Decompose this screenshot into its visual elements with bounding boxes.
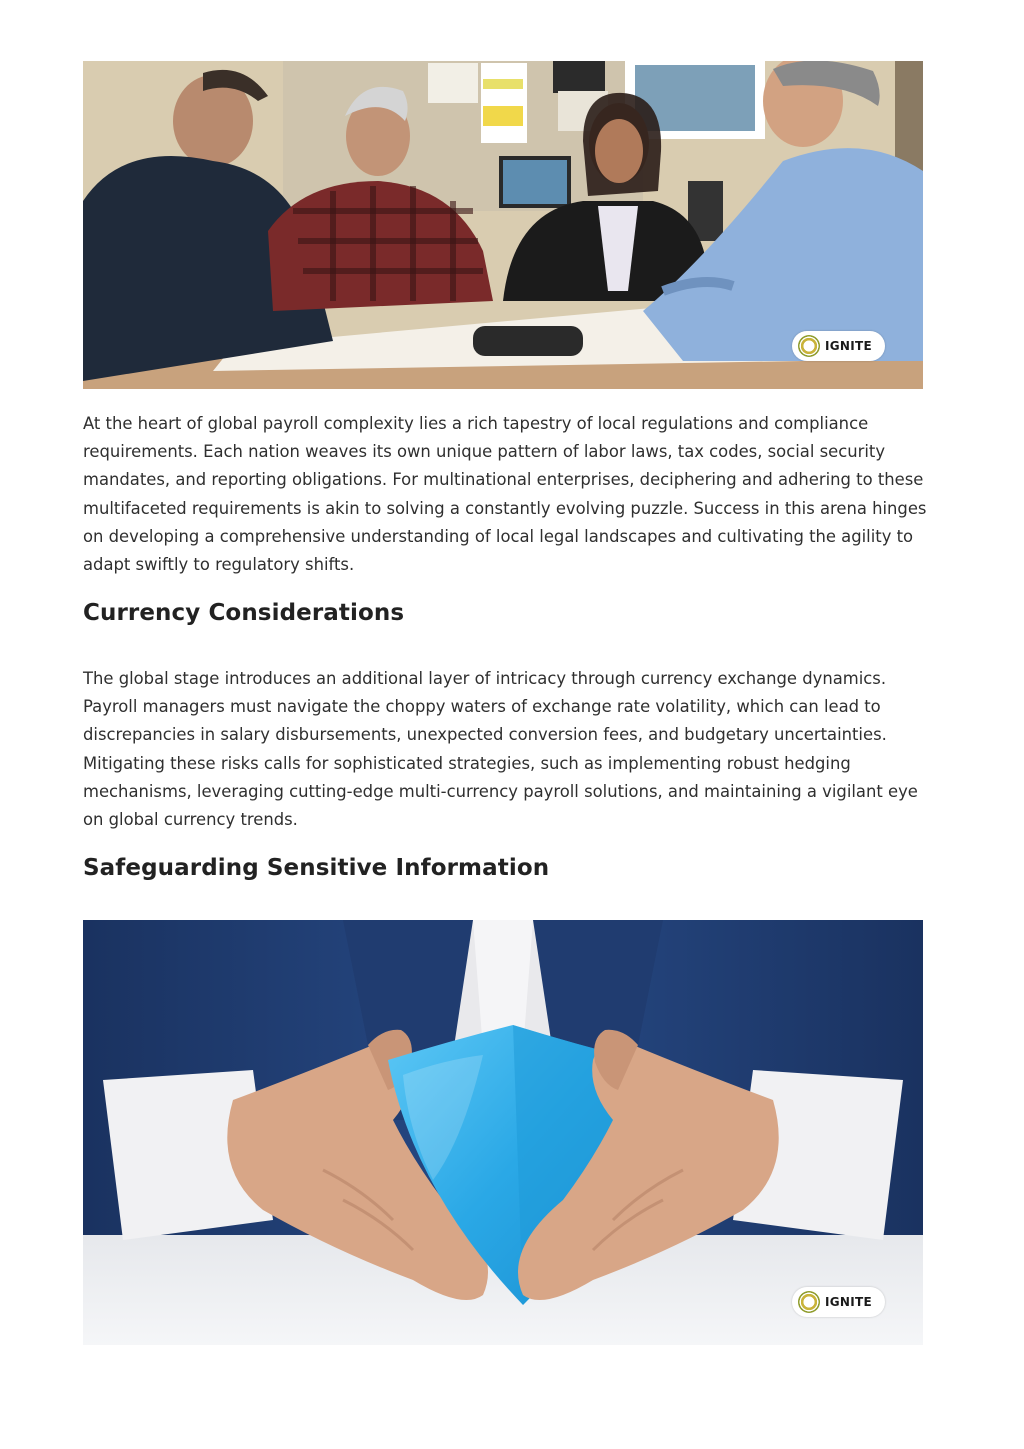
section-heading: Safeguarding Sensitive Information: [83, 855, 550, 881]
shield-photo: [83, 920, 923, 1345]
body-paragraph: At the heart of global payroll complexity lies a rich tapestry of local regulations and compliance requirements. Each nation weaves its own unique pattern of labor laws, tax codes, social security mandates, and reporting obligations. For multinational enterprises, deciphering and adhering to these multifaceted requirements is akin to solving a constantly evolving puzzle. Success in this arena hinges on developing a comprehensive understanding of local legal landscapes and cultivating the agility to adapt swiftly to regulatory shifts.: [83, 414, 927, 575]
ignite-logo-badge: [792, 1287, 885, 1317]
logo-text: IGNITE: [825, 339, 873, 353]
body-paragraph: The global stage introduces an additional layer of intricacy through currency exchange dynamics. Payroll managers must navigate the choppy waters of exchange rate volatility, which can lead to discrepancies in salary disbursements, unexpected conversion fees, and budgetary uncertainties. Mitigating these risks calls for sophisticated strategies, such as implementing robust hedging mechanisms, leveraging cutting-edge multi-currency payroll solutions, and maintaining a vigilant eye on global currency trends.: [83, 669, 918, 830]
meeting-photo: [83, 61, 923, 389]
sunburst-icon: [798, 335, 820, 357]
logo-text: IGNITE: [825, 1295, 873, 1309]
ignite-logo-badge: [792, 331, 885, 361]
sunburst-icon: [798, 1291, 820, 1313]
shield-illustration: [83, 920, 923, 1345]
section-heading: Currency Considerations: [83, 600, 405, 626]
